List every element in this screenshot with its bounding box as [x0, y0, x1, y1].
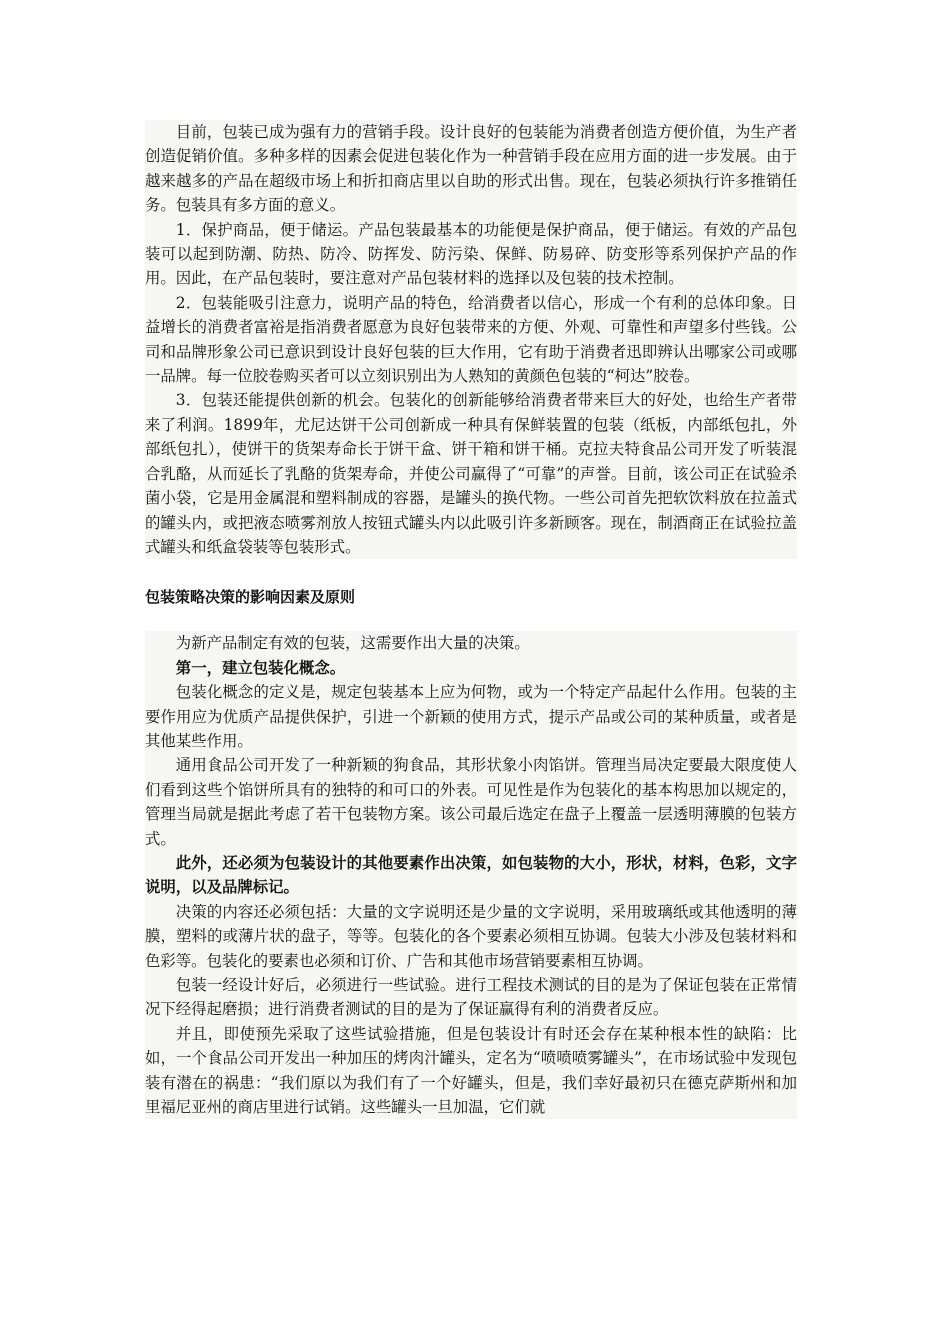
- document-page: [145, 120, 797, 1119]
- point-3-innovation: 3．包装还能提供创新的机会。包装化的创新能够给消费者带来巨大的好处，也给生产者带来了利润。1899年，尤尼达饼干公司创新成一种具有保鲜装置的包装（纸板，内部纸包扎，外部纸包扎），使饼干的货架寿命长于饼干盒、饼干箱和饼干桶。克拉夫特食品公司开发了听装混合乳酪，从而延长了乳酪的货架寿命，并使公司赢得了“可靠”的声誉。目前，该公司正在试验杀菌小袋，它是用金属混和塑料制成的容器，是罐头的换代物。一些公司首先把软饮料放在拉盖式的罐头内，或把液态喷雾剂放人按钮式罐头内以此吸引许多新顾客。现在，制酒商正在试验拉盖式罐头和纸盒袋装等包装形式。: [145, 391, 797, 556]
- first-point-heading: 第一，建立包装化概念。: [175, 658, 346, 677]
- other-elements-heading: 此外，还必须为包装设计的其他要素作出决策，如包装物的大小，形状，材料，色彩，文字说明，以及品牌标记。: [145, 853, 797, 897]
- point-2-attract-attention: 2．包装能吸引注意力，说明产品的特色，给消费者以信心，形成一个有利的总体印象。日益增长的消费者富裕是指消费者愿意为良好包装带来的方便、外观、可靠性和声望多付些钱。公司和品牌形象公司已意识到设计良好包装的巨大作用，它有助于消费者迅即辨认出哪家公司或哪一品牌。每一位胶卷购买者可以立刻识别出为人熟知的黄颜色包装的“柯达”胶卷。: [145, 293, 797, 386]
- testing-paragraph: 包装一经设计好后，必须进行一些试验。进行工程技术测试的目的是为了保证包装在正常情况下经得起磨损；进行消费者测试的目的是为了保证赢得有利的消费者反应。: [145, 976, 797, 1019]
- section-heading: 包装策略决策的影响因素及原则: [145, 588, 356, 607]
- decision-intro: 为新产品制定有效的包装，这需要作出大量的决策。: [175, 634, 530, 653]
- intro-paragraph: 目前，包装已成为强有力的营销手段。设计良好的包装能为消费者创造方便价值，为生产者创造促销价值。多种多样的因素会促进包装化作为一种营销手段在应用方面的进一步发展。由于越来越多的产品在超级市场上和折扣商店里以自助的形式出售。现在，包装必须执行许多推销任务。包装具有多方面的意义。: [145, 123, 797, 215]
- decision-section: [145, 631, 797, 1119]
- dog-food-example: 通用食品公司开发了一种新颖的狗食品，其形状象小肉馅饼。管理当局决定要最大限度使人们看到这些个馅饼所具有的独特的和可口的外表。可见性是作为包装化的基本构思加以规定的，管理当局就是据此考虑了若干包装物方案。该公司最后选定在盘子上覆盖一层透明薄膜的包装方式。: [145, 756, 797, 848]
- intro-section: [145, 120, 797, 559]
- point-1-protect-goods: 1．保护商品，便于储运。产品包装最基本的功能便是保护商品，便于储运。有效的产品包装可以起到防潮、防热、防冷、防挥发、防污染、保鲜、防易碎、防变形等系列保护产品的作用。因此，在产品包装时，要注意对产品包装材料的选择以及包装的技术控制。: [145, 220, 797, 288]
- defect-example: 并且，即使预先采取了这些试验措施，但是包装设计有时还会存在某种根本性的缺陷：比如，一个食品公司开发出一种加压的烤肉汁罐头，定名为“喷喷喷雾罐头”，在市场试验中发现包装有潜在的祸患：“我们原以为我们有了一个好罐头，但是，我们幸好最初只在德克萨斯州和加里福尼亚州的商店里进行试销。这些罐头一旦加温，它们就: [145, 1024, 797, 1117]
- packaging-concept-definition: 包装化概念的定义是，规定包装基本上应为何物，或为一个特定产品起什么作用。包装的主要作用应为优质产品提供保护，引进一个新颖的使用方式，提示产品或公司的某种质量，或者是其他某些作用。: [145, 683, 797, 750]
- decision-content: 决策的内容还必须包括：大量的文字说明还是少量的文字说明，采用玻璃纸或其他透明的薄膜，塑料的或薄片状的盘子，等等。包装化的各个要素必须相互协调。包装大小涉及包装材料和色彩等。包装化的要素也必须和订价、广告和其他市场营销要素相互协调。: [145, 902, 797, 970]
